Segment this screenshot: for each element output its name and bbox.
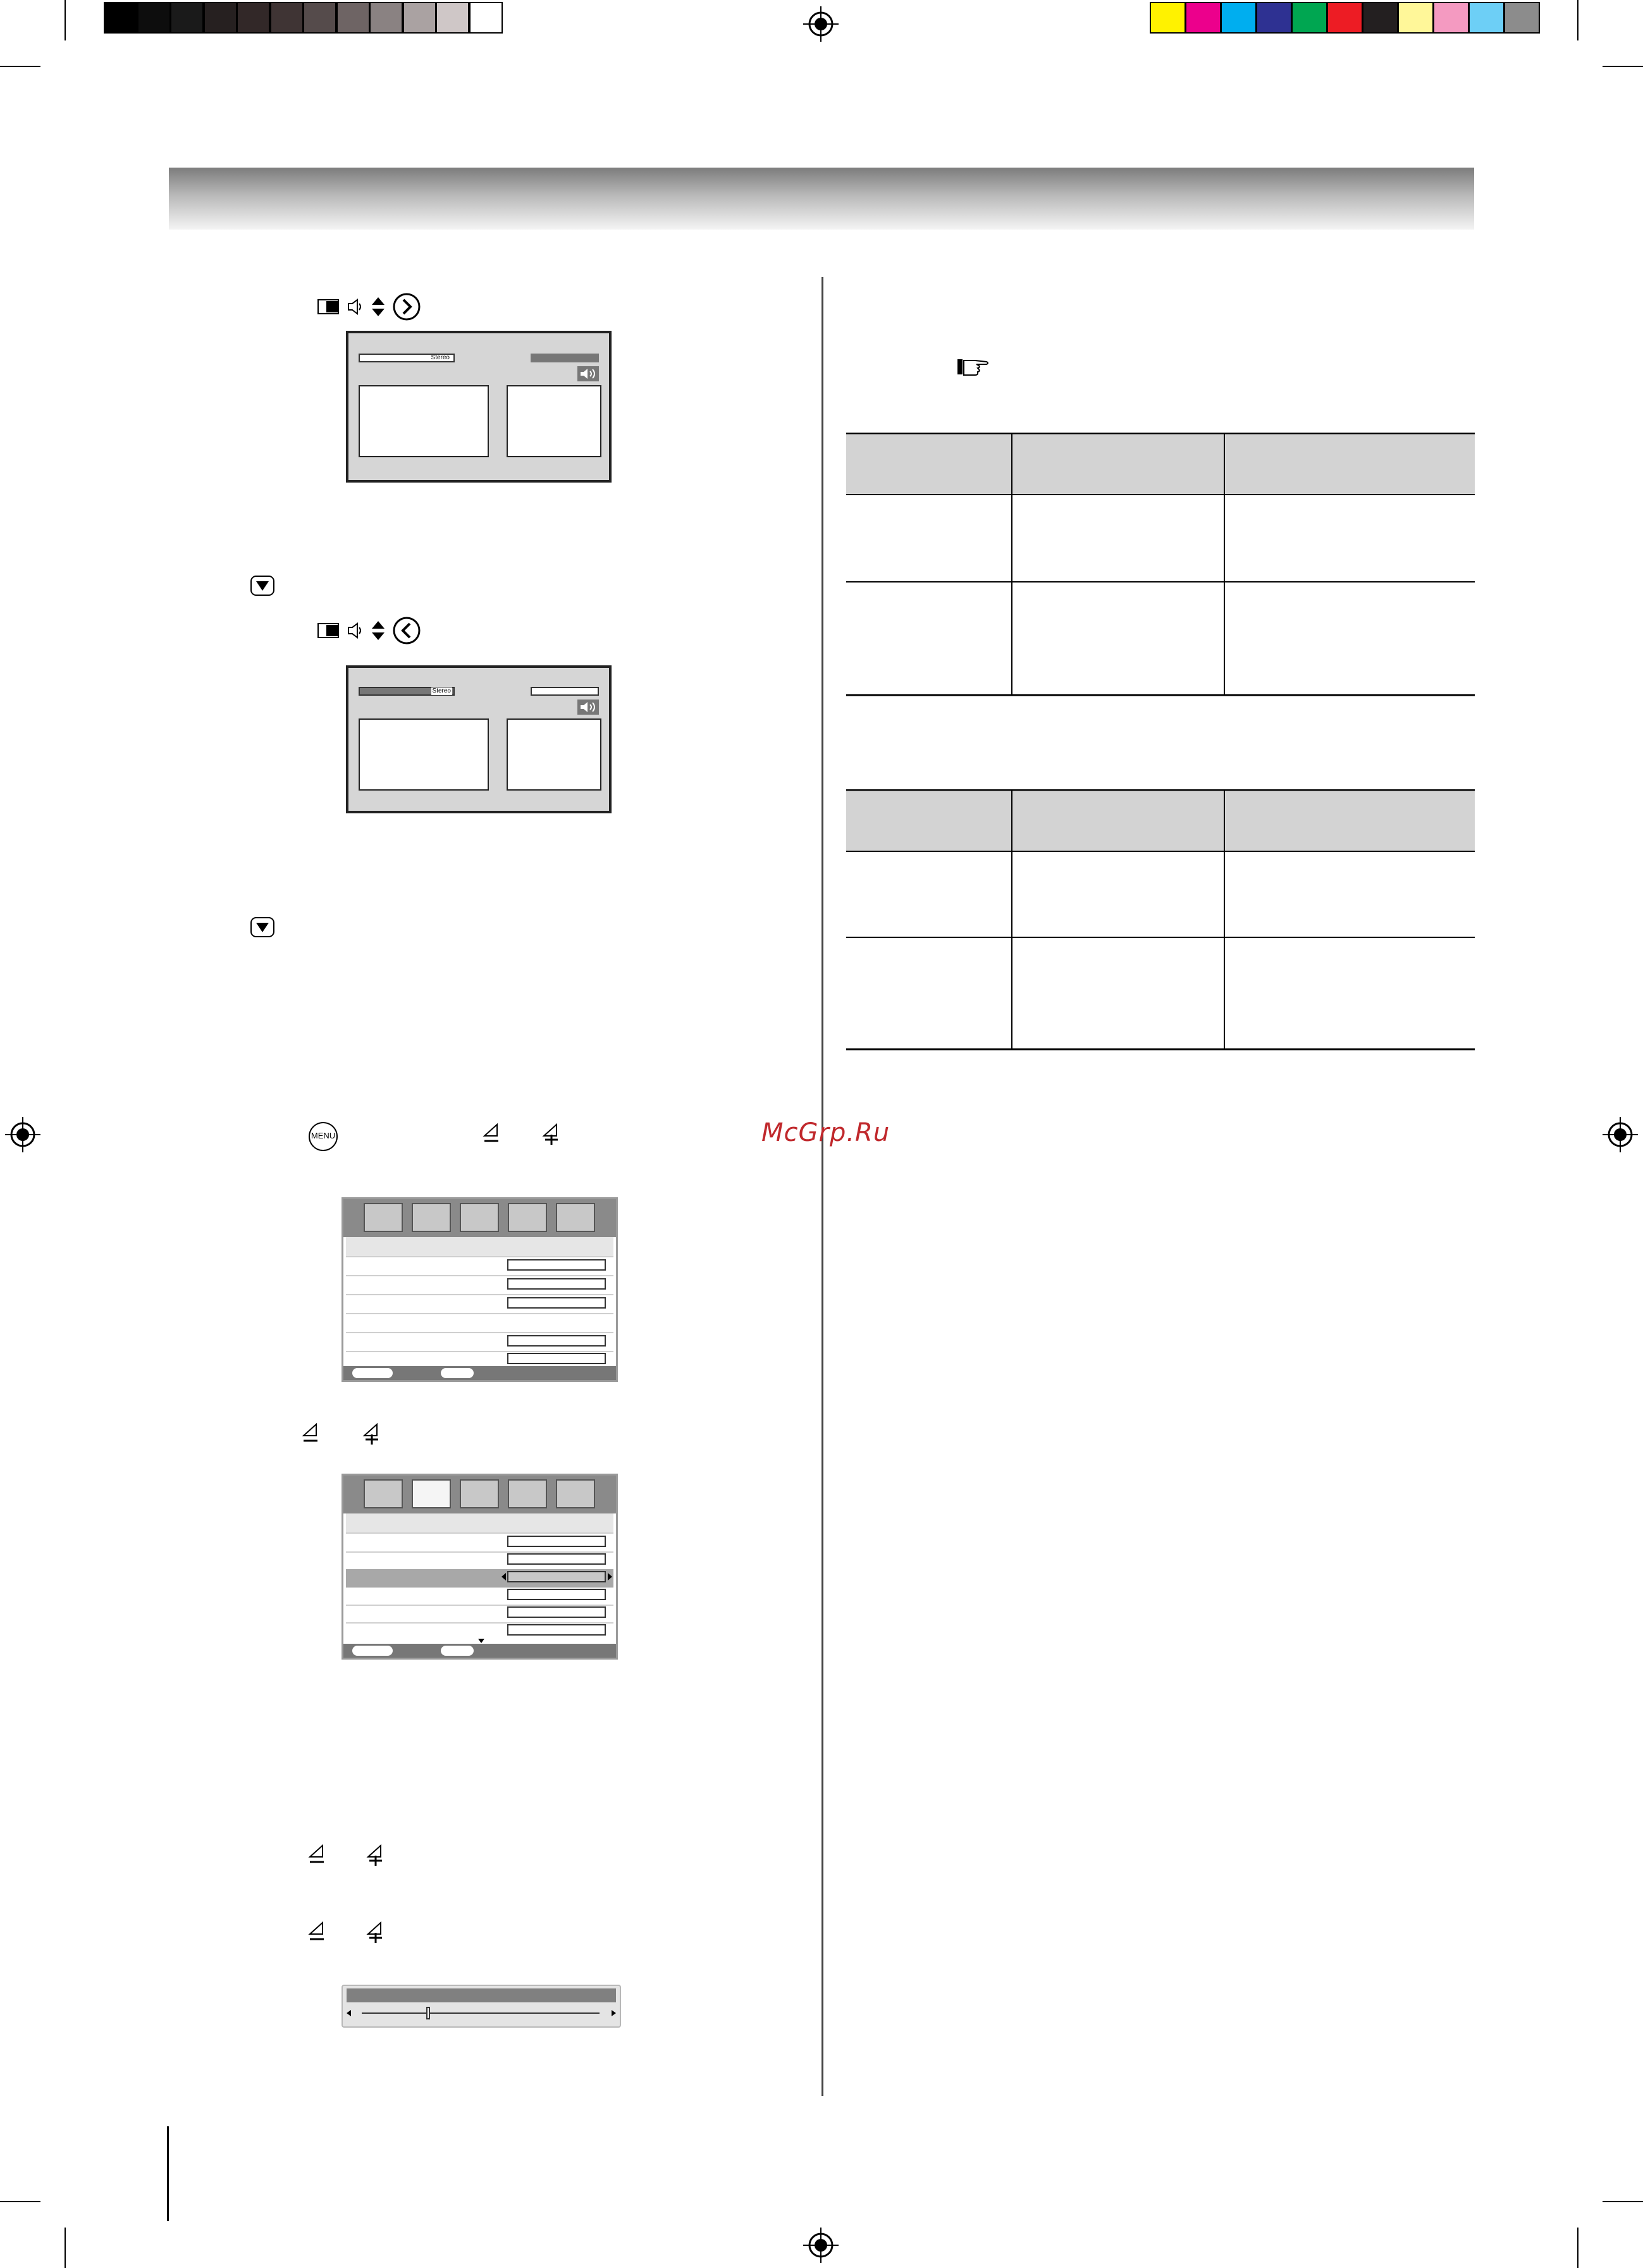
color-swatch <box>1150 2 1186 34</box>
grayscale-swatch <box>137 2 171 34</box>
picture-size-icon <box>317 622 340 639</box>
menu-tab-bar <box>343 1199 616 1237</box>
grayscale-swatch <box>237 2 270 34</box>
grayscale-swatch <box>270 2 304 34</box>
menu-footer <box>343 1644 616 1658</box>
adjustment-slider-osd <box>342 1985 621 2028</box>
color-swatch <box>1291 2 1327 34</box>
stereo-indicator-label: Stereo <box>431 354 450 361</box>
menu-row <box>346 1333 613 1352</box>
right-arrow-icon <box>608 1573 612 1581</box>
menu-footer <box>343 1366 616 1380</box>
sub-picture-box <box>507 385 601 457</box>
timer-tab-icon <box>508 1479 547 1508</box>
grayscale-swatch <box>303 2 336 34</box>
grayscale-swatch <box>436 2 469 34</box>
picture-tab-icon <box>364 1479 403 1508</box>
picture-tab-icon <box>364 1203 403 1232</box>
volume-plus-icon <box>366 1842 385 1866</box>
grayscale-swatch <box>204 2 237 34</box>
menu-value-box <box>507 1536 606 1547</box>
color-swatch <box>1468 2 1505 34</box>
sound-tab-icon <box>412 1479 451 1508</box>
menu-row <box>346 1605 613 1624</box>
color-swatch <box>1256 2 1292 34</box>
menu-row <box>346 1276 613 1295</box>
color-swatch <box>1433 2 1469 34</box>
volume-minus-icon <box>301 1421 320 1445</box>
menu-row <box>346 1534 613 1553</box>
scroll-down-icon <box>478 1639 484 1643</box>
color-swatch <box>1185 2 1221 34</box>
menu-value-box <box>507 1259 606 1271</box>
speaker-icon <box>347 298 364 316</box>
registration-target-left <box>5 1117 40 1152</box>
up-down-arrows-icon <box>371 296 386 317</box>
grayscale-swatch <box>104 2 137 34</box>
footer-pill <box>352 1368 393 1378</box>
main-picture-box <box>359 718 489 791</box>
menu-value-box <box>507 1553 606 1565</box>
footer-pill <box>352 1646 393 1656</box>
tv-screen-stereo-1 <box>346 331 612 483</box>
menu-value-box <box>507 1335 606 1347</box>
stereo-indicator-label: Stereo <box>432 687 451 694</box>
slider-left-arrow-icon <box>347 2010 351 2016</box>
header-band <box>169 168 1474 230</box>
speaker-icon <box>347 622 364 639</box>
menu-value-box <box>507 1624 606 1636</box>
setup-tab-icon <box>460 1479 499 1508</box>
step1-icons <box>317 292 421 321</box>
watermark-text: McGrp.Ru <box>761 1118 890 1147</box>
down-triangle-button-icon <box>250 576 274 596</box>
left-arrow-icon <box>502 1573 506 1581</box>
volume-minus-icon <box>307 1919 326 1943</box>
volume-minus-icon <box>482 1121 501 1145</box>
info-table-2 <box>846 789 1475 1051</box>
menu-value-box <box>507 1606 606 1618</box>
color-swatch <box>1504 2 1540 34</box>
info-table-1 <box>846 433 1475 697</box>
speaker-badge-icon <box>577 366 599 381</box>
menu-row <box>346 1314 613 1333</box>
menu-value-box <box>507 1278 606 1290</box>
sound-tab-icon <box>412 1203 451 1232</box>
color-swatch <box>1362 2 1398 34</box>
footer-pill <box>441 1368 474 1378</box>
step2-icons <box>317 616 421 645</box>
menu-row <box>346 1587 613 1606</box>
setup-tab-icon <box>460 1203 499 1232</box>
registration-target-right <box>1603 1117 1638 1152</box>
slider-right-arrow-icon <box>612 2010 616 2016</box>
timer-tab-icon <box>508 1203 547 1232</box>
down-triangle-button-icon <box>250 917 274 937</box>
pointing-hand-icon <box>956 357 990 377</box>
installation-tab-icon <box>556 1479 595 1508</box>
slider-track <box>362 2012 600 2014</box>
footer-pill <box>441 1646 474 1656</box>
registration-target-top <box>803 6 839 42</box>
volume-plus-icon <box>541 1121 560 1145</box>
menu-value-box <box>507 1571 606 1582</box>
main-picture-box <box>359 385 489 457</box>
grayscale-swatch <box>469 2 503 34</box>
channel-bar <box>531 354 599 362</box>
menu-value-box <box>507 1353 606 1364</box>
speaker-badge-icon <box>577 700 599 715</box>
volume-plus-icon <box>366 1919 385 1943</box>
column-divider <box>822 277 823 2096</box>
sound-menu-screen-1 <box>342 1197 618 1382</box>
grayscale-swatch <box>403 2 436 34</box>
menu-row <box>346 1622 613 1640</box>
slider-thumb <box>426 2007 430 2019</box>
stereo-indicator-bar <box>359 687 455 696</box>
registration-target-bottom <box>803 2228 839 2263</box>
menu-value-box <box>507 1297 606 1309</box>
sub-picture-box <box>507 718 601 791</box>
menu-row <box>346 1257 613 1276</box>
grayscale-swatch <box>369 2 403 34</box>
sound-menu-screen-2 <box>342 1474 618 1660</box>
stereo-indicator-bar <box>359 354 455 362</box>
left-arrow-circle-icon <box>392 616 421 645</box>
right-arrow-circle-icon <box>392 292 421 321</box>
volume-plus-icon <box>362 1421 381 1445</box>
menu-title-row <box>346 1513 613 1534</box>
menu-row <box>346 1295 613 1314</box>
color-swatch <box>1221 2 1257 34</box>
color-swatch <box>1398 2 1434 34</box>
menu-row-selected <box>346 1569 613 1588</box>
channel-bar <box>531 687 599 696</box>
menu-tab-bar <box>343 1476 616 1513</box>
picture-size-icon <box>317 299 340 315</box>
menu-title-row <box>346 1237 613 1257</box>
up-down-arrows-icon <box>371 620 386 641</box>
grayscale-swatch <box>170 2 204 34</box>
menu-button-label: MENU <box>311 1131 336 1140</box>
slider-title-bar <box>347 1988 616 2002</box>
color-swatch <box>1327 2 1363 34</box>
grayscale-swatch <box>336 2 370 34</box>
volume-minus-icon <box>307 1842 326 1866</box>
tv-screen-stereo-2 <box>346 665 612 813</box>
menu-row <box>346 1551 613 1570</box>
menu-value-box <box>507 1589 606 1600</box>
installation-tab-icon <box>556 1203 595 1232</box>
